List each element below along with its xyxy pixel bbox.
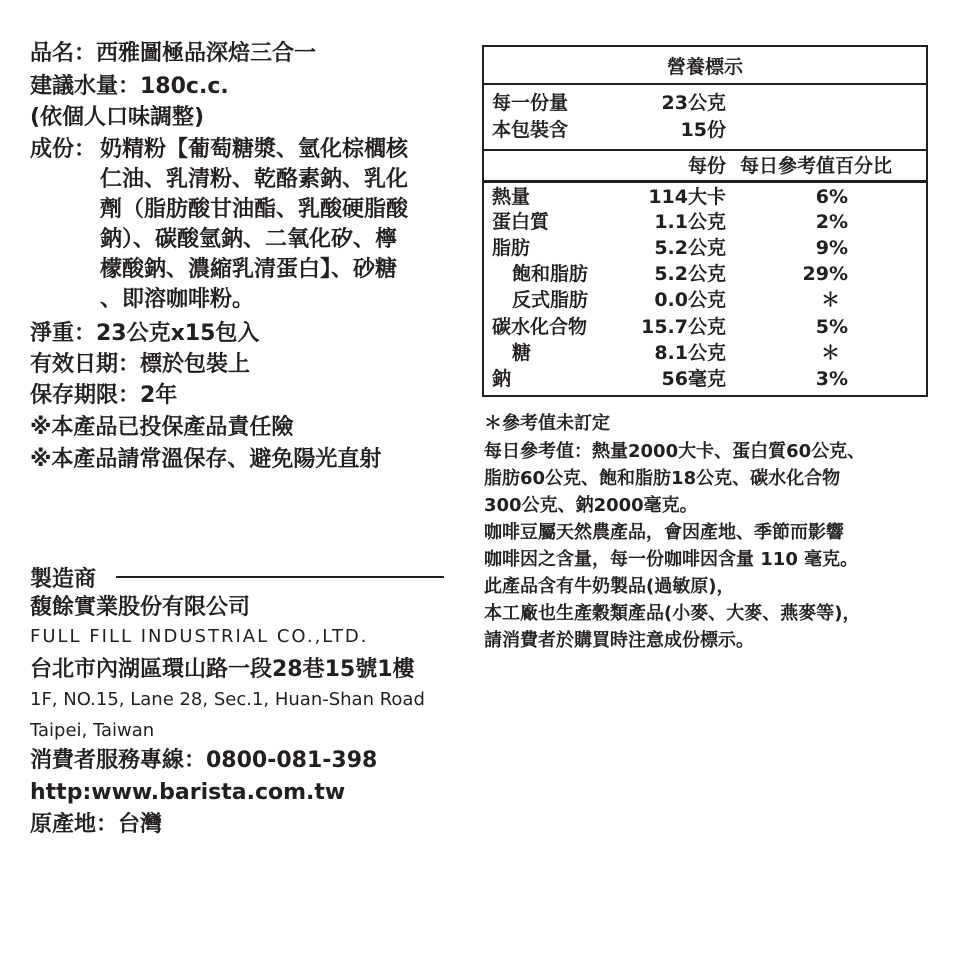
address-zh: 台北市內湖區環山路一段28巷15號1樓 <box>30 657 415 682</box>
nutrition-table <box>482 45 928 397</box>
nutrient-name: 碳水化合物 <box>492 316 588 338</box>
ingredients-line: 劑（脂肪酸甘油酯、乳酸硬脂酸 <box>100 197 409 222</box>
ingredients-line: 奶精粉【葡萄糖漿、氫化棕櫚核 <box>100 137 409 162</box>
serving-size-value: 23公克 <box>661 92 726 114</box>
address-en-line2: Taipei, Taiwan <box>30 720 155 741</box>
note-line: 本工廠也生產穀類產品(小麥、大麥、燕麥等)， <box>484 603 861 624</box>
suggested-water: 建議水量：180c.c. <box>30 74 229 99</box>
nutrient-daily-percent: ＊ <box>820 289 840 311</box>
address-en-line1: 1F, NO.15, Lane 28, Sec.1, Huan-Shan Road <box>30 689 425 710</box>
nutrient-value: 15.7公克 <box>641 316 726 338</box>
serving-size-label: 每一份量 <box>492 92 569 114</box>
website: http:www.barista.com.tw <box>30 780 346 805</box>
liability-notice: ※本產品已投保產品責任險 <box>30 415 294 440</box>
nutrient-daily-percent: 2% <box>815 211 848 233</box>
divider <box>116 576 444 578</box>
nutrient-daily-percent: ＊ <box>820 342 840 364</box>
nutrient-daily-percent: 5% <box>815 316 848 338</box>
column-header-daily-percent: 每日參考值百分比 <box>740 155 893 177</box>
water-note: (依個人口味調整) <box>30 105 205 130</box>
nutrient-name: 蛋白質 <box>492 211 550 233</box>
product-name: 品名：西雅圖極品深焙三合一 <box>30 41 317 66</box>
nutrient-value: 5.2公克 <box>654 237 726 259</box>
nutrient-daily-percent: 6% <box>815 186 848 208</box>
ingredients-line: 鈉）、碳酸氫鈉、二氧化矽、檸 <box>100 227 398 252</box>
storage-notice: ※本產品請常溫保存、避免陽光直射 <box>30 447 382 472</box>
column-header-per-serving: 每份 <box>687 155 726 177</box>
shelf-life: 保存期限：2年 <box>30 383 178 408</box>
note-line: 請消費者於購買時注意成份標示。 <box>484 630 754 651</box>
nutrient-value: 0.0公克 <box>654 289 726 311</box>
note-line: 此產品含有牛奶製品(過敏原)， <box>484 576 735 597</box>
nutrient-value: 56毫克 <box>661 368 726 390</box>
nutrient-daily-percent: 3% <box>815 368 848 390</box>
package-servings-value: 15份 <box>680 119 726 141</box>
manufacturer-label: 製造商 <box>30 567 97 592</box>
note-line: 300公克、鈉2000毫克。 <box>484 495 698 516</box>
note-line: ＊參考值未訂定 <box>484 413 610 434</box>
nutrient-value: 1.1公克 <box>654 211 726 233</box>
ingredients-label: 成份： <box>30 137 97 162</box>
divider <box>484 83 926 85</box>
nutrient-value: 114大卡 <box>648 186 726 208</box>
ingredients-line: 、即溶咖啡粉。 <box>100 287 255 312</box>
note-line: 脂肪60公克、飽和脂肪18公克、碳水化合物 <box>484 468 841 489</box>
nutrient-value: 5.2公克 <box>654 263 726 285</box>
nutrient-name: 鈉 <box>492 368 512 390</box>
nutrient-daily-percent: 29% <box>802 263 848 285</box>
nutrient-name: 反式脂肪 <box>512 289 589 311</box>
origin: 原產地：台灣 <box>30 812 163 837</box>
divider <box>484 180 926 183</box>
nutrient-name: 熱量 <box>492 186 531 208</box>
nutrient-name: 脂肪 <box>492 237 531 259</box>
nutrient-daily-percent: 9% <box>815 237 848 259</box>
nutrient-value: 8.1公克 <box>654 342 726 364</box>
package-servings-label: 本包裝含 <box>492 119 569 141</box>
ingredients-line: 仁油、乳清粉、乾酪素鈉、乳化 <box>100 167 409 192</box>
company-name-en: FULL FILL INDUSTRIAL CO.,LTD. <box>30 626 369 647</box>
company-name-zh: 馥餘實業股份有限公司 <box>30 595 251 620</box>
divider <box>484 149 926 151</box>
ingredients-line: 檬酸鈉、濃縮乳清蛋白】、砂糖 <box>100 257 398 282</box>
nutrient-name: 飽和脂肪 <box>512 263 589 285</box>
nutrition-title: 營養標示 <box>666 56 743 78</box>
nutrient-name: 糖 <box>512 342 532 364</box>
net-weight: 淨重：23公克x15包入 <box>30 321 260 346</box>
note-line: 咖啡因之含量，每一份咖啡因含量 110 毫克。 <box>484 549 859 570</box>
expiry-date: 有效日期：標於包裝上 <box>30 352 251 377</box>
service-hotline: 消費者服務專線：0800-081-398 <box>30 748 378 773</box>
note-line: 咖啡豆屬天然農產品，會因產地、季節而影響 <box>484 522 844 543</box>
note-line: 每日參考值：熱量2000大卡、蛋白質60公克、 <box>484 441 866 462</box>
